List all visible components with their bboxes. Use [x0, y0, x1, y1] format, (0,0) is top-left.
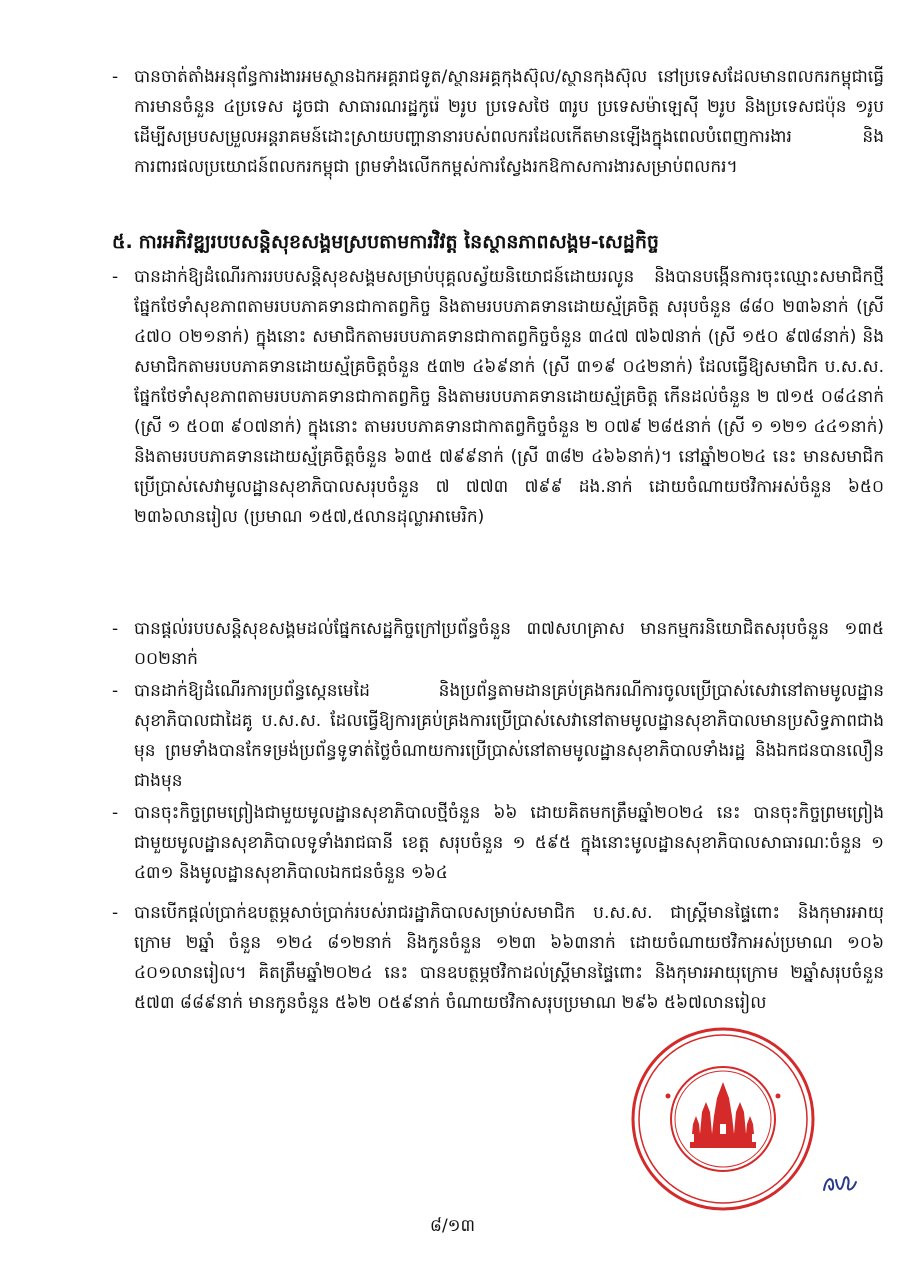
bullet-intro — [112, 62, 884, 182]
bullet-dash: - — [112, 803, 119, 823]
section-title: ការអភិវឌ្ឍរបបសន្តិសុខសង្គមស្របតាមការវិវត្ត នៃស្ថានភាពសង្គម-សេដ្ឋកិច្ច — [138, 231, 659, 253]
bullet-item — [112, 798, 884, 888]
bullet-dash: - — [112, 619, 119, 639]
bullet-text: បានចាត់តាំងអនុព័ន្ធការងារអមស្ថានឯកអគ្គរាជទូត/ស្ថានអគ្គកុងស៊ុល/ស្ថានកុងស៊ុល នៅប្រទេសដែលមានពលករកម្ពុជាធ្វើការមានចំនួន ៤ប្រទេស ដូចជា សាធារណរដ្ឋកូរ៉េ ២រូប ប្រទេសថៃ ៣រូប ប្រទេសម៉ាឡេស៊ី ២រូប និងប្រទេសជប៉ុន ១រូប ដើម្បីសម្របសម្រួលអន្តរាគមន៍ដោះស្រាយបញ្ហានានារបស់ពលករដែលកើតមានឡើងក្នុងពេលបំពេញការងារ និងការពារផលប្រយោជន៍ពលករកម្ពុជា ព្រមទាំងលើកកម្ពស់ការស្វែងរកឱកាសការងារសម្រាប់ពលករ។ — [134, 67, 884, 177]
bullet-item — [112, 898, 884, 1018]
section-heading — [112, 226, 872, 258]
bullet-text: បានចុះកិច្ចព្រមព្រៀងជាមួយមូលដ្ឋានសុខាភិបាលថ្មីចំនួន ៦៦ ដោយគិតមកត្រឹមឆ្នាំ២០២៤ នេះ បានចុះកិច្ចព្រមព្រៀងជាមួយមូលដ្ឋានសុខាភិបាលទូទាំងរាជធានី ខេត្ត សរុបចំនួន ១ ៥៩៥ ក្នុងនោះមូលដ្ឋានសុខាភិបាលសាធារណៈចំនួន ១ ៤៣១ និងមូលដ្ឋានសុខាភិបាលឯកជនចំនួន ១៦៤ — [134, 803, 884, 883]
bullet-dash: - — [112, 681, 119, 701]
page-number: ៨/១៣ — [429, 1216, 476, 1236]
temple-emblem-icon — [690, 1082, 756, 1148]
signature-initials-icon — [820, 1170, 860, 1198]
bullet-text: បានដាក់ឱ្យដំណើរការរបបសន្តិសុខសង្គមសម្រាប់បុគ្គលស្វ័យនិយោជន៍ដោយរលូន និងបានបង្កើនការចុះឈ្មោះសមាជិកថ្មីផ្នែកថែទាំសុខភាពតាមរបបភាគទានជាកាតព្វកិច្ច និងតាមរបបភាគទានដោយស្ម័គ្រចិត្ត សរុបចំនួន ៨៨០ ២៣៦នាក់ (ស្រី ៤៧០ ០២១នាក់) ក្នុងនោះ សមាជិកតាមរបបភាគទានជាកាតព្វកិច្ចចំនួន ៣៤៧ ៧៦៧នាក់ (ស្រី ១៥០ ៩៧៨នាក់) និងសមាជិកតាមរបបភាគទានដោយស្ម័គ្រចិត្តចំនួន ៥៣២ ៤៦៩នាក់ (ស្រី ៣១៩ ០៤២នាក់) ដែលធ្វើឱ្យសមាជិក ប.ស.ស. ផ្នែកថែទាំសុខភាពតាមរបបភាគទានជាកាតព្វកិច្ច និងតាមរបបភាគទានដោយស្ម័គ្រចិត្ត កើនដល់ចំនួន ២ ៧១៥ ០៨៤នាក់ (ស្រី ១ ៥០៣ ៩០៧នាក់) ក្នុងនោះ តាមរបបភាគទានជាកាតព្វកិច្ចចំនួន ២ ០៧៩ ២៨៥នាក់ (ស្រី ១ ១២១ ៤៤១នាក់) និងតាមរបបភាគទានដោយស្ម័គ្រចិត្តចំនួន ៦៣៥ ៧៩៩នាក់ (ស្រី ៣៨២ ៤៦៦នាក់)។ នៅឆ្នាំ២០២៤ នេះ មានសមាជិកប្រើប្រាស់សេវាមូលដ្ឋានសុខាភិបាលសរុបចំនួន ៧ ៧៧៣ ៧៩៩ ដង.នាក់ ដោយចំណាយថវិកាអស់ចំនួន ៦៥០ ២៣៦លានរៀល (ប្រមាណ ១៥៧,៥លានដុល្លាអាមេរិក) — [134, 267, 884, 527]
bullet-text: បានបើកផ្តល់ប្រាក់ឧបត្ថម្ភសាច់ប្រាក់របស់រាជរដ្ឋាភិបាលសម្រាប់សមាជិក ប.ស.ស. ជាស្ត្រីមានផ្ទៃពោះ និងកុមារអាយុក្រោម ២ឆ្នាំ ចំនួន ១២៤ ៨១២នាក់ និងកូនចំនួន ១២៣ ៦៦៣នាក់ ដោយចំណាយថវិកាអស់ប្រមាណ ១០៦ ៤០១លានរៀល។ គិតត្រឹមឆ្នាំ២០២៤ នេះ បានឧបត្ថម្ភថវិកាដល់ស្ត្រីមានផ្ទៃពោះ និងកុមារអាយុក្រោម ២ឆ្នាំសរុបចំនួន ៥៧៣ ៨៨៩នាក់ មានកូនចំនួន ៥៦២ ០៥៩នាក់ ចំណាយថវិកាសរុបប្រមាណ ២៩៦ ៥៦៧លានរៀល — [134, 903, 884, 1013]
official-seal-icon — [628, 1024, 818, 1214]
bullet-dash: - — [112, 267, 119, 287]
bullet-dash: - — [112, 67, 119, 87]
bullet-text: បានផ្តល់របបសន្តិសុខសង្គមដល់ផ្នែកសេដ្ឋកិច្ចក្រៅប្រព័ន្ធចំនួន ៣៧សហគ្រាស មានកម្មករនិយោជិតសរុបចំនួន ១៣៥ ០០២នាក់ — [134, 619, 884, 669]
bullet-item — [112, 262, 884, 532]
section-number: ៥. — [112, 231, 133, 253]
bullet-dash: - — [112, 903, 119, 923]
bullet-item — [112, 614, 884, 674]
bullet-item — [112, 676, 884, 796]
bullet-text: បានដាក់ឱ្យដំណើរការប្រព័ន្ធស្កេនមេដៃ និងប្រព័ន្ធតាមដានគ្រប់គ្រងករណីការចូលប្រើប្រាស់សេវានៅតាមមូលដ្ឋានសុខាភិបាលជាដៃគូ ប.ស.ស. ដែលធ្វើឱ្យការគ្រប់គ្រងការប្រើប្រាស់សេវានៅតាមមូលដ្ឋានសុខាភិបាលមានប្រសិទ្ធភាពជាងមុន ព្រមទាំងបានកែទម្រង់ប្រព័ន្ធទូទាត់ថ្លៃចំណាយការប្រើប្រាស់នៅតាមមូលដ្ឋានសុខាភិបាលទាំងរដ្ឋ និងឯកជនបានលឿនជាងមុន — [134, 681, 884, 791]
